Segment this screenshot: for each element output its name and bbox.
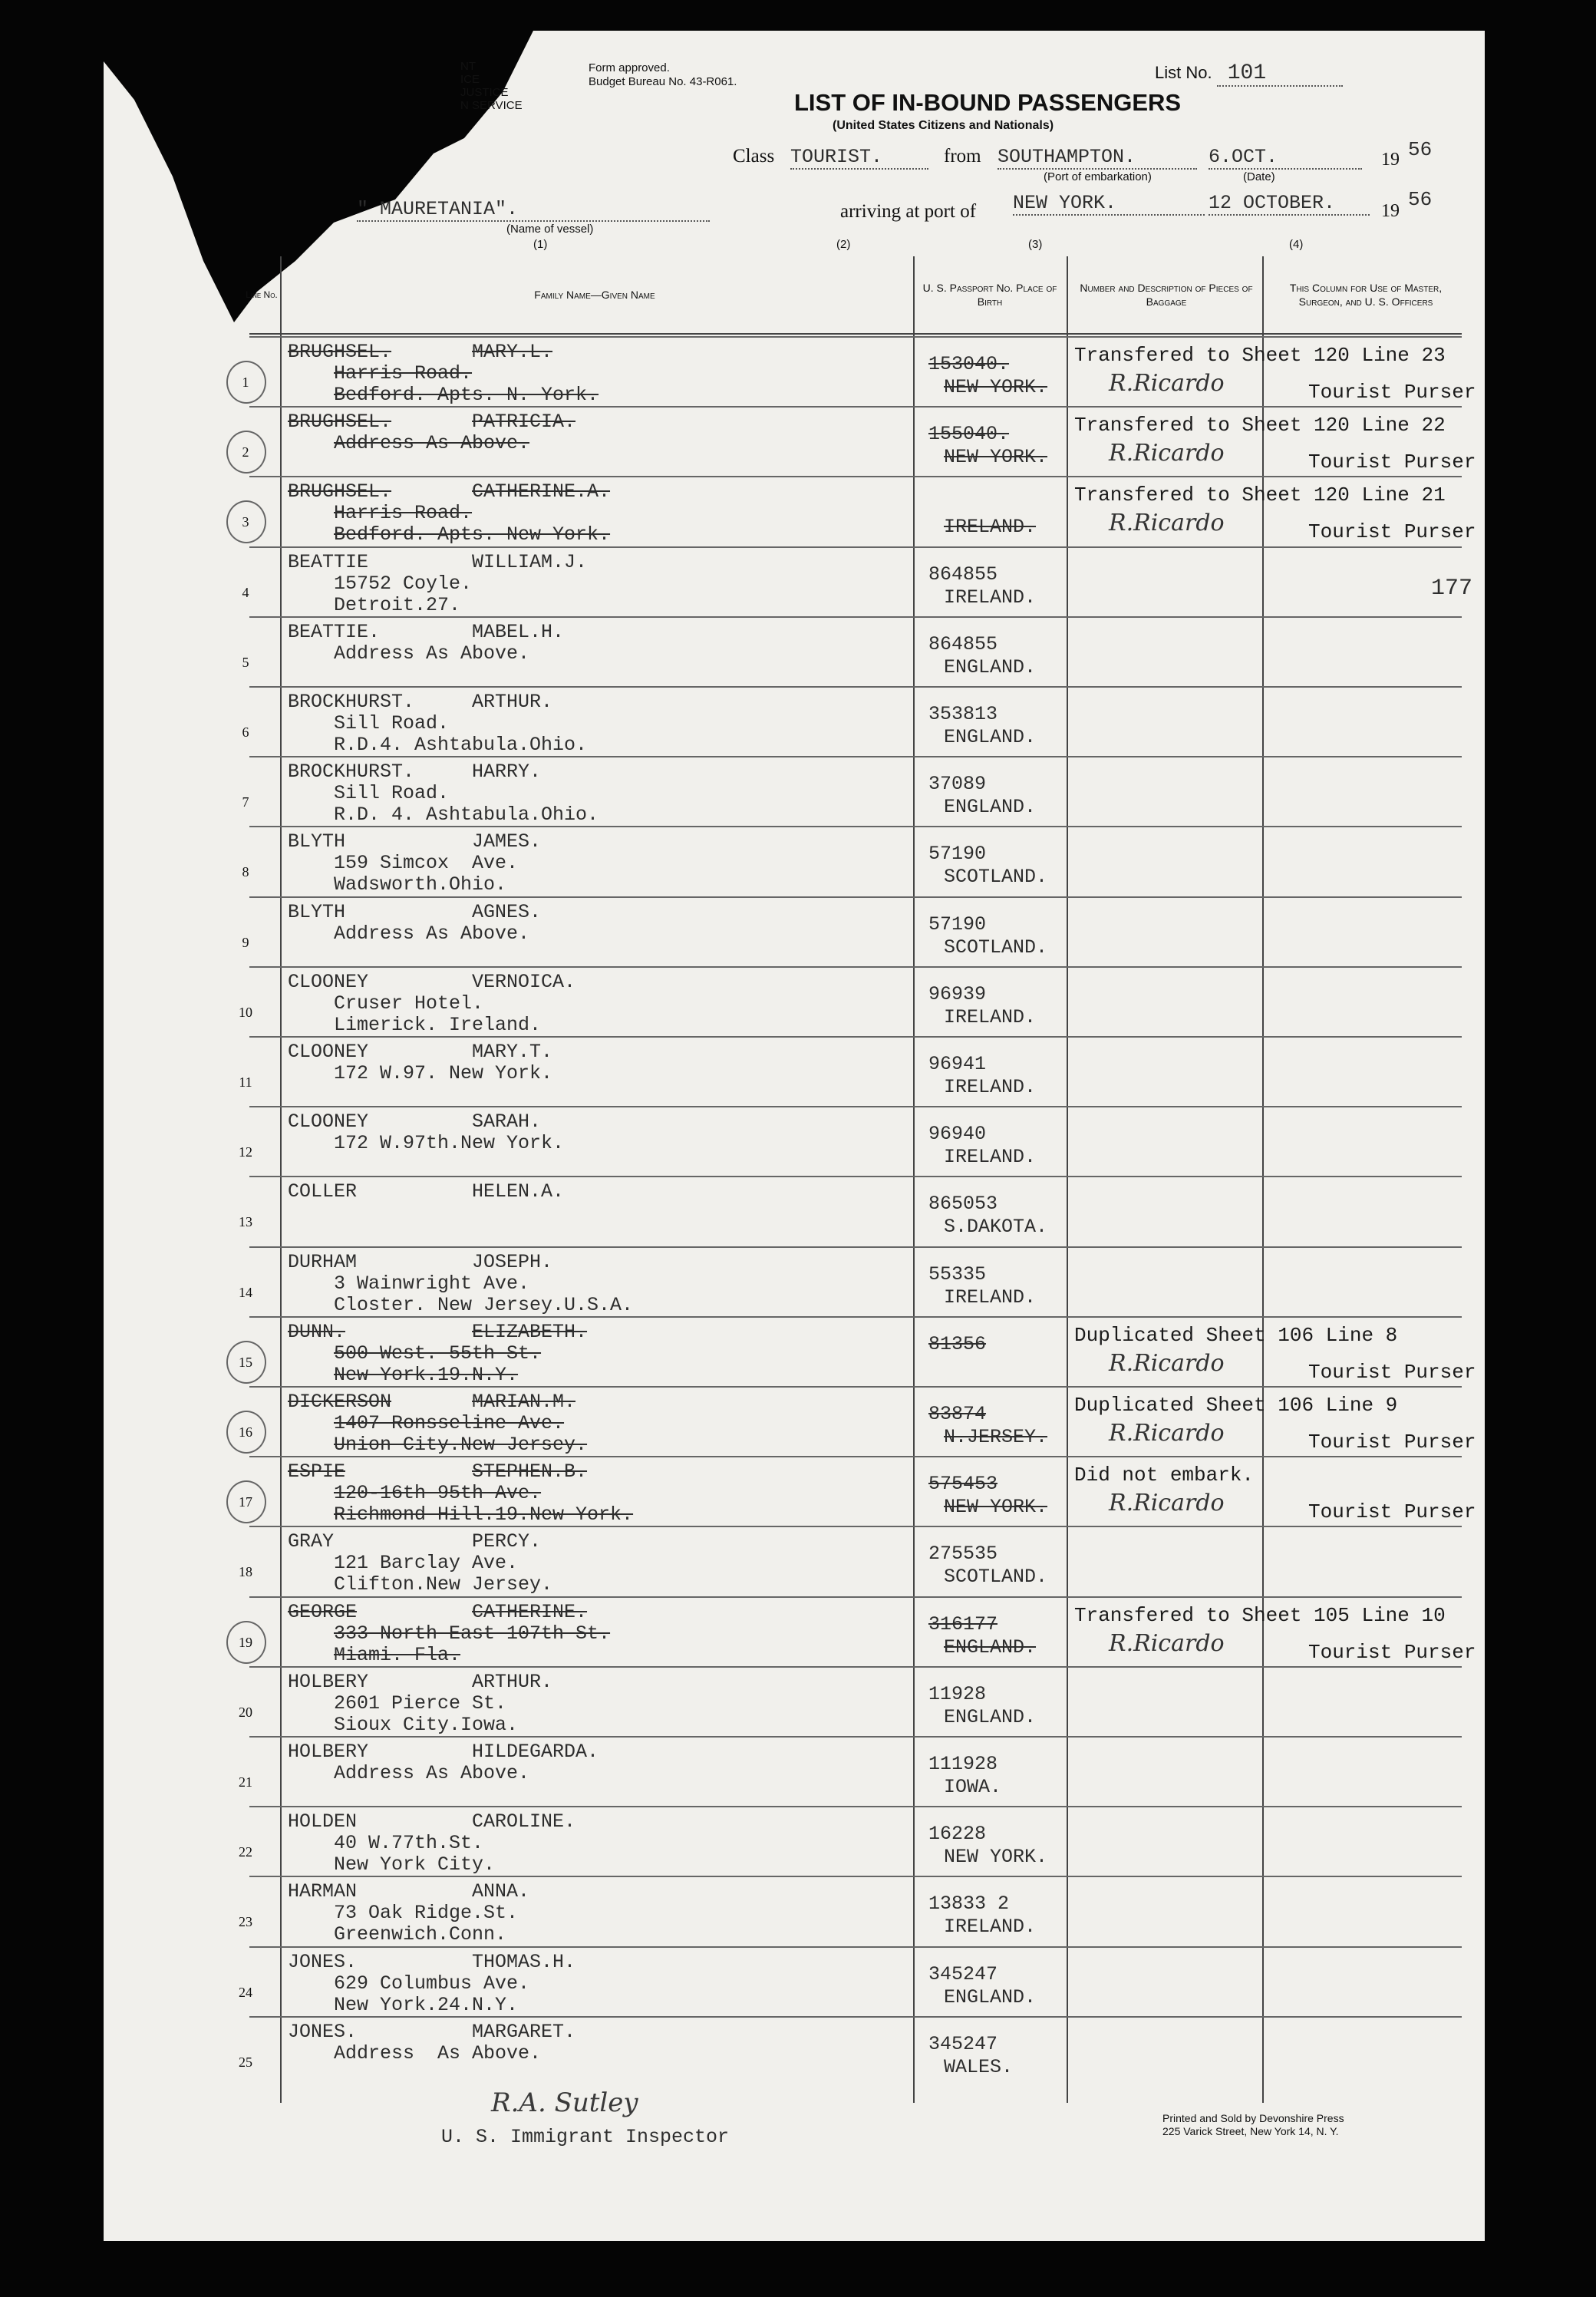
purser-title: Tourist Purser <box>1308 450 1476 474</box>
printer-line: 225 Varick Street, New York 14, N. Y. <box>1162 2125 1339 2137</box>
family-name: BRUGHSEL. <box>288 341 392 363</box>
line-number: 5 <box>242 654 249 670</box>
family-name: GEORGE <box>288 1600 358 1623</box>
from-label: from <box>944 146 981 167</box>
purser-title: Tourist Purser <box>1308 520 1476 544</box>
address-line: Harris Road. <box>334 502 473 525</box>
passport-number: 316177 <box>928 1612 998 1635</box>
address-line: R.D. 4. Ashtabula.Ohio. <box>334 804 599 827</box>
officer-note: Transfered to Sheet 120 Line 21 <box>1074 483 1446 507</box>
address-line: Harris Road. <box>334 362 473 384</box>
address-line: R.D.4. Ashtabula.Ohio. <box>334 734 588 756</box>
list-no-label: List No. <box>1155 63 1212 82</box>
place-of-birth: N.JERSEY. <box>944 1426 1048 1448</box>
list-no-value: 101 <box>1217 61 1343 87</box>
officer-note: Did not embark. <box>1074 1464 1255 1487</box>
address-line: New York.19.N.Y. <box>334 1363 519 1386</box>
table-row <box>242 476 1476 547</box>
place-of-birth: SCOTLAND. <box>944 1566 1048 1589</box>
address-line: Sill Road. <box>334 712 450 734</box>
agency-block <box>460 60 523 112</box>
table-row <box>242 406 1476 477</box>
place-of-birth: NEW YORK. <box>944 1496 1048 1519</box>
place-of-birth: NEW YORK. <box>944 446 1048 469</box>
arrival-date: 12 OCTOBER. <box>1209 192 1370 216</box>
purser-title: Tourist Purser <box>1308 381 1476 404</box>
class-label: Class <box>733 146 775 167</box>
arriving-label: arriving at port of <box>840 201 977 222</box>
given-name: ELIZABETH. <box>472 1320 588 1343</box>
given-name: WILLIAM.J. <box>472 550 588 573</box>
col-header-line-no: Line No. <box>246 289 278 300</box>
place-of-birth: IRELAND. <box>944 516 1037 539</box>
address-line: 333 North East 107th St. <box>334 1622 611 1645</box>
place-of-birth: ENGLAND. <box>944 796 1037 819</box>
passport-number: 153040. <box>928 353 1010 375</box>
table-row <box>239 1106 1462 1177</box>
passport-number: 864855 <box>928 563 998 586</box>
table-row <box>242 616 1462 688</box>
purser-signature: R.Ricardo <box>1109 1629 1225 1657</box>
purser-title: Tourist Purser <box>1308 1640 1476 1664</box>
address-line: Limerick. Ireland. <box>334 1013 542 1036</box>
table-row <box>239 1526 1462 1597</box>
given-name: JAMES. <box>472 830 542 853</box>
address-line: Address As Above. <box>334 1762 530 1784</box>
address-line: Wadsworth.Ohio. <box>334 873 507 896</box>
year-prefix: 19 <box>1381 150 1400 170</box>
arrival-port: NEW YORK. <box>1013 192 1205 216</box>
table-row <box>242 546 1473 618</box>
line-number: 10 <box>239 1004 252 1020</box>
family-name: HOLBERY <box>288 1741 369 1763</box>
line-number: 22 <box>239 1844 252 1860</box>
family-name: JONES. <box>288 2020 358 2043</box>
line-number: 20 <box>239 1704 252 1720</box>
address-line: Detroit.27. <box>334 593 461 616</box>
table-row <box>239 1386 1476 1457</box>
family-name: HOLDEN <box>288 1810 358 1833</box>
col-header-baggage: Number and Description of Pieces of Baggage <box>1080 282 1253 308</box>
table-row <box>239 1456 1476 1527</box>
given-name: PATRICIA. <box>472 411 576 434</box>
given-name: HARRY. <box>472 761 542 784</box>
line-number: 15 <box>239 1354 252 1370</box>
agency-line: ICE <box>460 73 480 86</box>
passport-number: 55335 <box>928 1262 987 1285</box>
table-row <box>242 896 1462 968</box>
officer-note: Duplicated Sheet 106 Line 9 <box>1074 1394 1398 1417</box>
family-name: DICKERSON <box>288 1391 392 1413</box>
given-name: ANNA. <box>472 1880 530 1903</box>
place-of-birth: NEW YORK. <box>944 376 1048 398</box>
passport-number: 11928 <box>928 1682 987 1705</box>
family-name: BLYTH <box>288 830 346 853</box>
officer-note: Transfered to Sheet 120 Line 22 <box>1074 414 1446 437</box>
purser-title: Tourist Purser <box>1308 1431 1476 1454</box>
given-name: THOMAS.H. <box>472 1950 576 1973</box>
family-name: DURHAM <box>288 1250 358 1273</box>
passport-number: 37089 <box>928 773 987 796</box>
table-row <box>239 1246 1462 1318</box>
address-line: 15752 Coyle. <box>334 572 473 595</box>
purser-signature: R.Ricardo <box>1109 1420 1225 1447</box>
table-row <box>239 1596 1476 1668</box>
passport-number: 345247 <box>928 1962 998 1985</box>
given-name: MARY.T. <box>472 1041 553 1063</box>
address-line: Address As Above. <box>334 2041 542 2064</box>
address-line: 172 W.97. New York. <box>334 1062 553 1084</box>
passport-number: 865053 <box>928 1193 998 1216</box>
line-number: 2 <box>242 444 249 460</box>
purser-signature: R.Ricardo <box>1109 370 1225 397</box>
address-line: Address As Above. <box>334 642 530 665</box>
purser-title: Tourist Purser <box>1308 1500 1476 1524</box>
place-of-birth: IOWA. <box>944 1776 1002 1798</box>
header-rule <box>249 333 1462 335</box>
line-number: 9 <box>242 934 249 950</box>
from-date: 6.OCT. <box>1209 146 1362 170</box>
line-number: 18 <box>239 1564 252 1580</box>
table-row <box>242 336 1476 408</box>
address-line: 40 W.77th.St. <box>334 1832 484 1855</box>
given-name: MARY.L. <box>472 341 553 363</box>
passport-number: 96941 <box>928 1053 987 1075</box>
family-name: BEATTIE <box>288 550 369 573</box>
place-of-birth: IRELAND. <box>944 1076 1037 1098</box>
address-line: 172 W.97th.New York. <box>334 1132 565 1155</box>
vessel-name: " MAURETANIA". <box>357 198 710 222</box>
address-line: Miami. Fla. <box>334 1643 461 1666</box>
col-num-4: (4) <box>1289 238 1304 251</box>
table-row <box>242 756 1462 827</box>
family-name: BRUGHSEL. <box>288 480 392 503</box>
col-header-passport: U. S. Passport No. Place of Birth <box>922 282 1057 308</box>
table-row <box>239 1946 1462 2018</box>
family-name: JONES. <box>288 1950 358 1973</box>
col-num-1: (1) <box>533 238 548 251</box>
passport-number: 83874 <box>928 1403 987 1425</box>
budget-bureau: Budget Bureau No. 43-R061. <box>589 75 737 88</box>
place-of-birth: ENGLAND. <box>944 726 1037 748</box>
col-num-2: (2) <box>836 238 851 251</box>
address-line: 629 Columbus Ave. <box>334 1972 530 1995</box>
given-name: MABEL.H. <box>472 620 565 643</box>
address-line: Address As Above. <box>334 432 530 455</box>
line-number: 4 <box>242 584 249 600</box>
table-row <box>239 1806 1462 1877</box>
address-line: 3 Wainwright Ave. <box>334 1272 530 1295</box>
family-name: BEATTIE. <box>288 620 381 643</box>
line-number: 1 <box>242 375 249 390</box>
address-line: 2601 Pierce St. <box>334 1691 507 1714</box>
given-name: ARTHUR. <box>472 691 553 713</box>
line-number: 14 <box>239 1284 252 1300</box>
line-number: 23 <box>239 1914 252 1930</box>
given-name: ARTHUR. <box>472 1670 553 1693</box>
place-of-birth: SCOTLAND. <box>944 866 1048 889</box>
officer-note: Transfered to Sheet 120 Line 23 <box>1074 344 1446 367</box>
col-header-officers: This Column for Use of Master, Surgeon, and U. S. Officers <box>1289 282 1443 308</box>
col-header-name: Family Name—Given Name <box>534 289 655 301</box>
year-value: 56 <box>1408 138 1433 161</box>
given-name: VERNOICA. <box>472 970 576 993</box>
purser-signature: R.Ricardo <box>1109 440 1225 467</box>
table-row <box>239 1876 1462 1947</box>
year-prefix: 19 <box>1381 201 1400 221</box>
passport-number: 57190 <box>928 843 987 866</box>
address-line: 121 Barclay Ave. <box>334 1552 519 1575</box>
given-name: HELEN.A. <box>472 1180 565 1203</box>
passenger-table <box>239 256 1476 2103</box>
table-row <box>239 1316 1476 1388</box>
officer-number: 177 <box>1431 575 1473 602</box>
address-line: Greenwich.Conn. <box>334 1923 507 1946</box>
place-of-birth: IRELAND. <box>944 1005 1037 1028</box>
printer-line: Printed and Sold by Devonshire Press <box>1162 2112 1344 2124</box>
line-number: 17 <box>239 1494 252 1510</box>
table-row <box>239 2016 1462 2087</box>
class-value: TOURIST. <box>790 146 928 170</box>
family-name: COLLER <box>288 1180 358 1203</box>
address-line: Sill Road. <box>334 782 450 805</box>
agency-line: JUSTICE <box>460 86 509 99</box>
family-name: BRUGHSEL. <box>288 411 392 434</box>
passport-number: 13833 2 <box>928 1893 1010 1916</box>
given-name: STEPHEN.B. <box>472 1460 588 1483</box>
given-name: SARAH. <box>472 1111 542 1134</box>
passport-number: 275535 <box>928 1543 998 1566</box>
family-name: DUNN. <box>288 1320 346 1343</box>
given-name: JOSEPH. <box>472 1250 553 1273</box>
place-of-birth: ENGLAND. <box>944 1635 1037 1658</box>
family-name: CLOONEY <box>288 970 369 993</box>
purser-signature: R.Ricardo <box>1109 1349 1225 1377</box>
line-number: 12 <box>239 1144 252 1160</box>
address-line: Closter. New Jersey.U.S.A. <box>334 1293 634 1316</box>
address-line: 500 West. 55th St. <box>334 1342 542 1365</box>
line-number: 21 <box>239 1774 252 1790</box>
form-approved: Form approved. <box>589 61 670 74</box>
year-value: 56 <box>1408 188 1433 211</box>
passport-number: 353813 <box>928 703 998 725</box>
family-name: GRAY <box>288 1530 335 1553</box>
given-name: MARGARET. <box>472 2020 576 2043</box>
place-of-birth: SCOTLAND. <box>944 936 1048 959</box>
officer-note: Duplicated Sheet 106 Line 8 <box>1074 1323 1398 1347</box>
line-number: 11 <box>239 1074 252 1090</box>
given-name: MARIAN.M. <box>472 1391 576 1413</box>
address-line: 159 Simcox Ave. <box>334 852 519 875</box>
given-name: CAROLINE. <box>472 1810 576 1833</box>
address-line: 120-16th 95th Ave. <box>334 1482 542 1505</box>
place-of-birth: ENGLAND. <box>944 655 1037 678</box>
place-of-birth: S.DAKOTA. <box>944 1216 1048 1239</box>
place-of-birth: IRELAND. <box>944 1285 1037 1309</box>
family-name: HARMAN <box>288 1880 358 1903</box>
passport-number: 81356 <box>928 1332 987 1355</box>
passport-number: 16228 <box>928 1823 987 1846</box>
line-number: 16 <box>239 1424 252 1440</box>
table-row <box>239 1666 1462 1738</box>
table-row <box>242 686 1462 757</box>
passport-number: 57190 <box>928 913 987 936</box>
officer-note: Transfered to Sheet 105 Line 10 <box>1074 1603 1446 1627</box>
line-number: 7 <box>242 794 249 810</box>
place-of-birth: ENGLAND. <box>944 1705 1037 1728</box>
family-name: HOLBERY <box>288 1670 369 1693</box>
family-name: CLOONEY <box>288 1041 369 1063</box>
given-name: AGNES. <box>472 900 542 923</box>
port-embarkation-caption: (Port of embarkation) <box>1044 170 1152 183</box>
given-name: PERCY. <box>472 1530 542 1553</box>
passport-number: 345247 <box>928 2032 998 2055</box>
form-title: LIST OF IN-BOUND PASSENGERS <box>794 89 1182 116</box>
passport-number: 575453 <box>928 1473 998 1496</box>
agency-line: N SERVICE <box>460 99 523 112</box>
table-row <box>239 1736 1462 1807</box>
line-number: 6 <box>242 724 249 740</box>
address-line: New York.24.N.Y. <box>334 1993 519 2016</box>
passport-number: 96939 <box>928 982 987 1005</box>
place-of-birth: NEW YORK. <box>944 1846 1048 1869</box>
passport-number: 155040. <box>928 423 1010 446</box>
address-line: 1407 Ronsseline Ave. <box>334 1412 565 1434</box>
line-number: 24 <box>239 1984 252 2000</box>
line-number: 25 <box>239 2054 252 2070</box>
passport-number: 864855 <box>928 632 998 655</box>
family-name: ESPIE <box>288 1460 346 1483</box>
passport-number: 96940 <box>928 1123 987 1146</box>
family-name: CLOONEY <box>288 1111 369 1134</box>
address-line: Union City.New Jersey. <box>334 1434 588 1456</box>
place-of-birth: IRELAND. <box>944 1916 1037 1939</box>
address-line: Richmond Hill.19.New York. <box>334 1503 634 1526</box>
table-row <box>239 966 1462 1038</box>
agency-line: NT <box>460 60 476 73</box>
manifest-sheet <box>104 31 1485 2241</box>
address-line: Sioux City.Iowa. <box>334 1713 519 1736</box>
address-line: Address As Above. <box>334 922 530 945</box>
family-name: BROCKHURST. <box>288 691 415 713</box>
place-of-birth: WALES. <box>944 2055 1014 2078</box>
table-row <box>239 1036 1462 1107</box>
from-value: SOUTHAMPTON. <box>998 146 1197 170</box>
purser-signature: R.Ricardo <box>1109 510 1225 537</box>
given-name: HILDEGARDA. <box>472 1741 599 1763</box>
line-number: 13 <box>239 1214 252 1230</box>
address-line: Clifton.New Jersey. <box>334 1573 553 1596</box>
form-subtitle: (United States Citizens and Nationals) <box>833 119 1054 132</box>
address-line: Bedford. Apts. N. York. <box>334 384 599 406</box>
line-number: 19 <box>239 1634 252 1650</box>
purser-signature: R.Ricardo <box>1109 1490 1225 1517</box>
address-line: 73 Oak Ridge.St. <box>334 1902 519 1925</box>
purser-title: Tourist Purser <box>1308 1360 1476 1384</box>
table-row <box>242 826 1462 897</box>
table-row <box>239 1176 1462 1247</box>
address-line: New York City. <box>334 1853 496 1876</box>
given-name: CATHERINE. <box>472 1600 588 1623</box>
place-of-birth: IRELAND. <box>944 586 1037 609</box>
place-of-birth: IRELAND. <box>944 1146 1037 1169</box>
date-caption: (Date) <box>1243 170 1275 183</box>
family-name: BLYTH <box>288 900 346 923</box>
col-num-3: (3) <box>1028 238 1043 251</box>
address-line: Bedford. Apts. New York. <box>334 523 611 546</box>
inspector-label: U. S. Immigrant Inspector <box>441 2126 730 2148</box>
family-name: BROCKHURST. <box>288 761 415 784</box>
given-name: CATHERINE.A. <box>472 480 611 503</box>
vessel-caption: (Name of vessel) <box>506 223 594 236</box>
line-number: 3 <box>242 514 249 530</box>
passport-number: 111928 <box>928 1753 998 1775</box>
place-of-birth: ENGLAND. <box>944 1985 1037 2008</box>
inspector-signature: R.A. Sutley <box>491 2087 638 2118</box>
line-number: 8 <box>242 864 249 880</box>
address-line: Cruser Hotel. <box>334 992 484 1015</box>
